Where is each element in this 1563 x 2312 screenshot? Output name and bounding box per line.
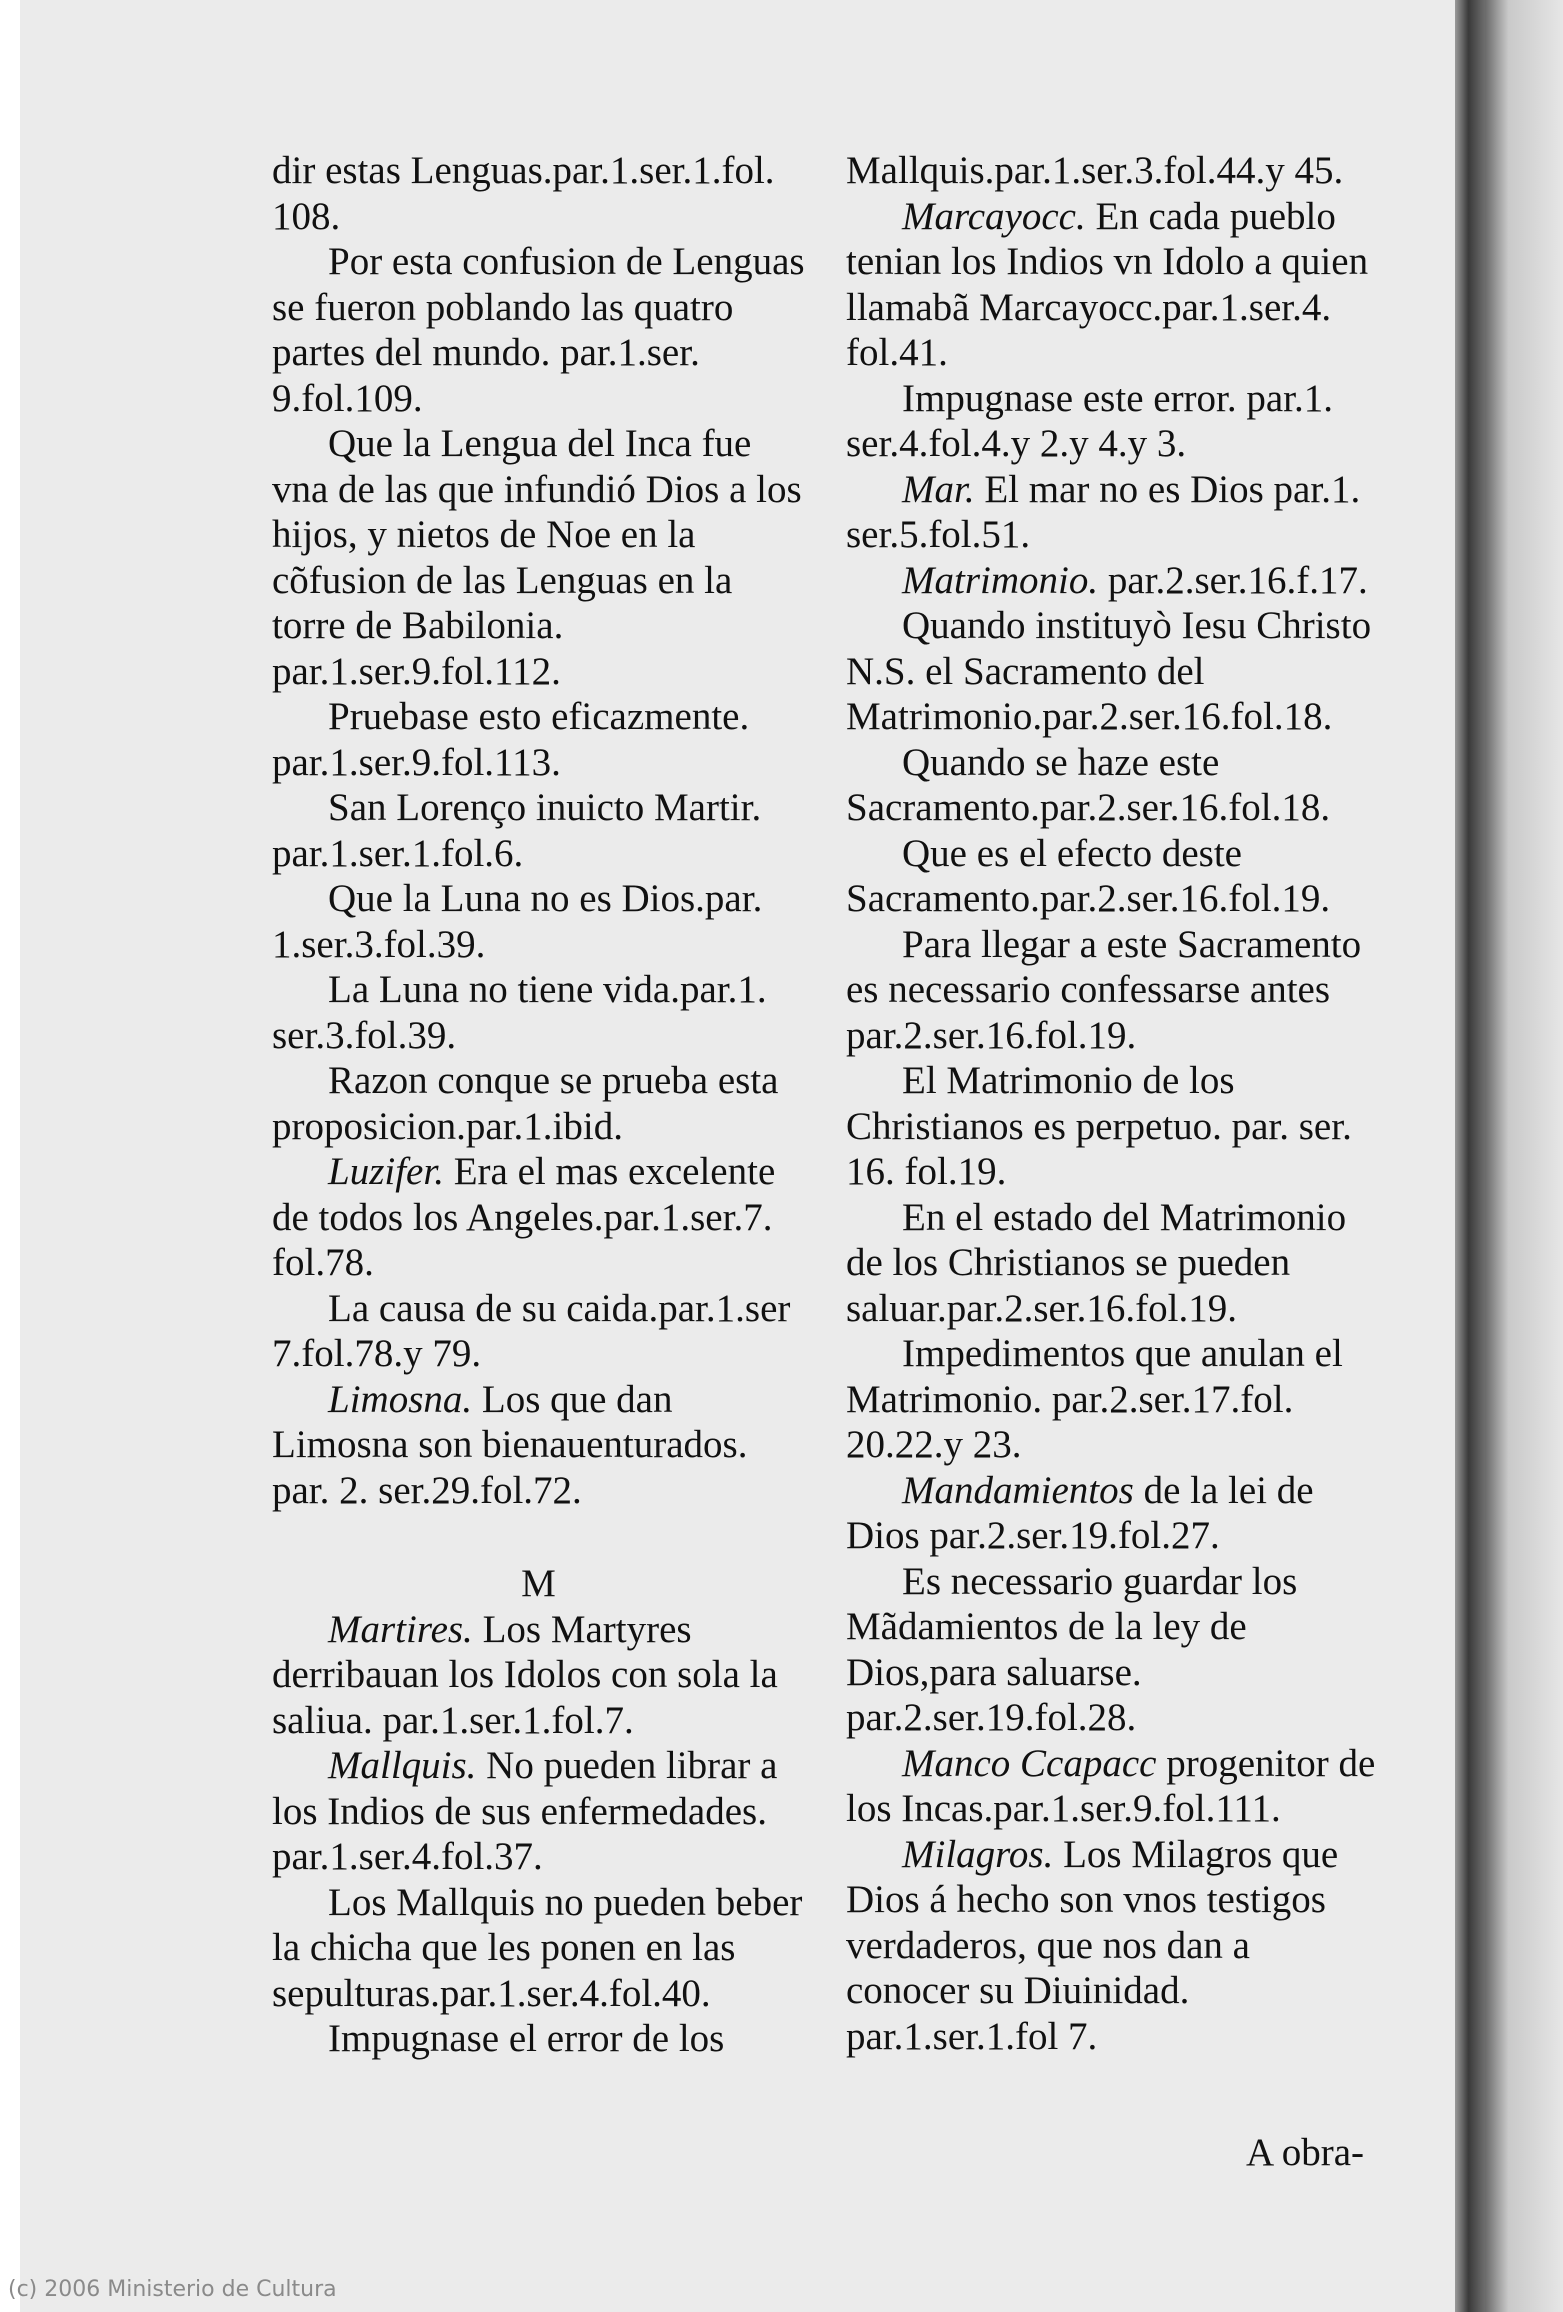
index-entry-text: El mar no es Dios par.1. ser.5.fol.51. xyxy=(846,467,1361,556)
page-gutter-shadow xyxy=(1455,0,1485,2312)
index-entry xyxy=(272,1607,805,1744)
index-entry-text: Por esta confusion de Lenguas se fueron poblando las quatro partes del mundo. par.1.ser. 9.fol.109. xyxy=(272,240,805,420)
index-term: Matrimonio. xyxy=(902,558,1099,602)
index-entry-text: Que la Lengua del Inca fue vna de las que infundió Dios a los hijos, y nietos de Noe en la cõfusion de las Lenguas en la torre de Babilonia. par.1.ser.9.fol.112. xyxy=(272,422,802,693)
index-entry xyxy=(846,558,1382,604)
index-term: Mar. xyxy=(902,467,975,511)
index-entry-text: Los Martyres derribauan los Idolos con sola la saliua. par.1.ser.1.fol.7. xyxy=(272,1607,778,1742)
index-entry xyxy=(846,831,1382,922)
index-entry-text: dir estas Lenguas.par.1.ser.1.fol. 108. xyxy=(272,149,775,238)
index-entry-text: Los que dan Limosna son bienauenturados. par. 2. ser.29.fol.72. xyxy=(272,1377,748,1512)
index-entry xyxy=(272,785,805,876)
index-entry-text: San Lorenço inuicto Martir. par.1.ser.1.fol.6. xyxy=(272,786,762,875)
index-entry-text: Que la Luna no es Dios.par. 1.ser.3.fol.39. xyxy=(272,877,763,966)
index-entry-text: Que es el efecto deste Sacramento.par.2.ser.16.fol.19. xyxy=(846,831,1331,920)
index-entry-text: Impugnase el error de los xyxy=(328,2017,725,2060)
index-entry-text: progenitor de los Incas.par.1.ser.9.fol.111. xyxy=(846,1741,1376,1830)
index-entry xyxy=(846,376,1382,467)
index-entry xyxy=(272,694,805,785)
index-entry xyxy=(272,239,805,421)
index-entry-text: Quando se haze este Sacramento.par.2.ser.16.fol.18. xyxy=(846,740,1331,829)
index-entry-text: El Matrimonio de los Christianos es perpetuo. par. ser. 16. fol.19. xyxy=(846,1059,1352,1193)
index-term: Mandamientos xyxy=(902,1468,1134,1512)
index-entry-text: Mallquis.par.1.ser.3.fol.44.y 45. xyxy=(846,149,1344,192)
index-entry xyxy=(272,1149,805,1286)
index-term: Milagros. xyxy=(902,1832,1054,1876)
index-term: Martires. xyxy=(328,1607,473,1651)
index-entry xyxy=(272,1880,805,2017)
index-entry-text: Impugnase este error. par.1. ser.4.fol.4.y 2.y 4.y 3. xyxy=(846,376,1334,465)
index-entry xyxy=(846,148,1382,194)
index-entry-text: Impedimentos que anulan el Matrimonio. par.2.ser.17.fol. 20.22.y 23. xyxy=(846,1332,1343,1466)
index-column-left xyxy=(272,148,805,2062)
index-term: Limosna. xyxy=(328,1377,473,1421)
index-entry xyxy=(846,467,1382,558)
index-entry-text: Era el mas excelente de todos los Angeles.par.1.ser.7. fol.78. xyxy=(272,1150,776,1284)
index-entry xyxy=(846,1559,1382,1741)
index-entry xyxy=(272,1286,805,1377)
index-term: Manco Ccapacc xyxy=(902,1741,1157,1785)
index-entry xyxy=(272,1743,805,1880)
index-entry xyxy=(846,1832,1382,2060)
index-entry-text: par.2.ser.16.f.17. xyxy=(1098,558,1368,602)
index-entry-text: Es necessario guardar los Mãdamientos de la ley de Dios,para saluarse. par.2.ser.19.fol.28. xyxy=(846,1559,1298,1739)
index-entry xyxy=(846,1195,1382,1332)
index-entry xyxy=(272,967,805,1058)
index-entry xyxy=(846,1331,1382,1468)
index-entry-text: La Luna no tiene vida.par.1. ser.3.fol.39. xyxy=(272,968,767,1057)
index-entry-text: Quando instituyò Iesu Christo N.S. el Sacramento del Matrimonio.par.2.ser.16.fol.18. xyxy=(846,604,1372,738)
copyright-watermark: (c) 2006 Ministerio de Cultura xyxy=(8,2277,337,2302)
index-entry-text: de la lei de Dios par.2.ser.19.fol.27. xyxy=(846,1468,1314,1557)
index-entry xyxy=(846,1741,1382,1832)
index-entry xyxy=(846,1468,1382,1559)
index-entry-text: La causa de su caida.par.1.ser 7.fol.78.y 79. xyxy=(272,1286,791,1375)
index-entry-text: Los Mallquis no pueden beber la chicha que les ponen en las sepulturas.par.1.ser.4.fol.40. xyxy=(272,1880,803,2015)
adjacent-page-edge xyxy=(1485,0,1563,2312)
index-entry-text: Para llegar a este Sacramento es necessario confessarse antes par.2.ser.16.fol.19. xyxy=(846,922,1362,1057)
index-entry xyxy=(272,148,805,239)
catchword: A obra- xyxy=(1246,2131,1365,2174)
index-term: Mallquis. xyxy=(328,1744,477,1787)
index-entry xyxy=(272,421,805,694)
index-entry xyxy=(846,922,1382,1059)
index-term: Marcayocc. xyxy=(902,194,1086,238)
index-entry-text: Razon conque se prueba esta proposicion.par.1.ibid. xyxy=(272,1059,779,1148)
index-entry xyxy=(272,1377,805,1514)
book-page xyxy=(20,0,1470,2312)
index-entry xyxy=(272,876,805,967)
section-letter: M xyxy=(521,1562,556,1605)
index-entry-text: En el estado del Matrimonio de los Christianos se pueden saluar.par.2.ser.16.fol.19. xyxy=(846,1195,1347,1330)
index-entry-text: Los Milagros que Dios á hecho son vnos testigos verdaderos, que nos dan a conocer su Diuinidad. par.1.ser.1.fol 7. xyxy=(846,1832,1339,2058)
index-entry xyxy=(846,1058,1382,1195)
index-term: Luzifer. xyxy=(328,1150,444,1193)
index-entry-text: Pruebase esto eficazmente. par.1.ser.9.fol.113. xyxy=(272,695,750,784)
index-entry xyxy=(846,740,1382,831)
index-entry xyxy=(846,603,1382,740)
index-entry xyxy=(846,194,1382,376)
index-entry xyxy=(272,1058,805,1149)
index-entry xyxy=(272,2016,805,2062)
index-entry-text: No pueden librar a los Indios de sus enfermedades. par.1.ser.4.fol.37. xyxy=(272,1744,778,1878)
index-entry-text: En cada pueblo tenian los Indios vn Idolo a quien llamabã Marcayocc.par.1.ser.4. fol.41. xyxy=(846,194,1369,374)
index-column-right xyxy=(846,148,1382,2059)
